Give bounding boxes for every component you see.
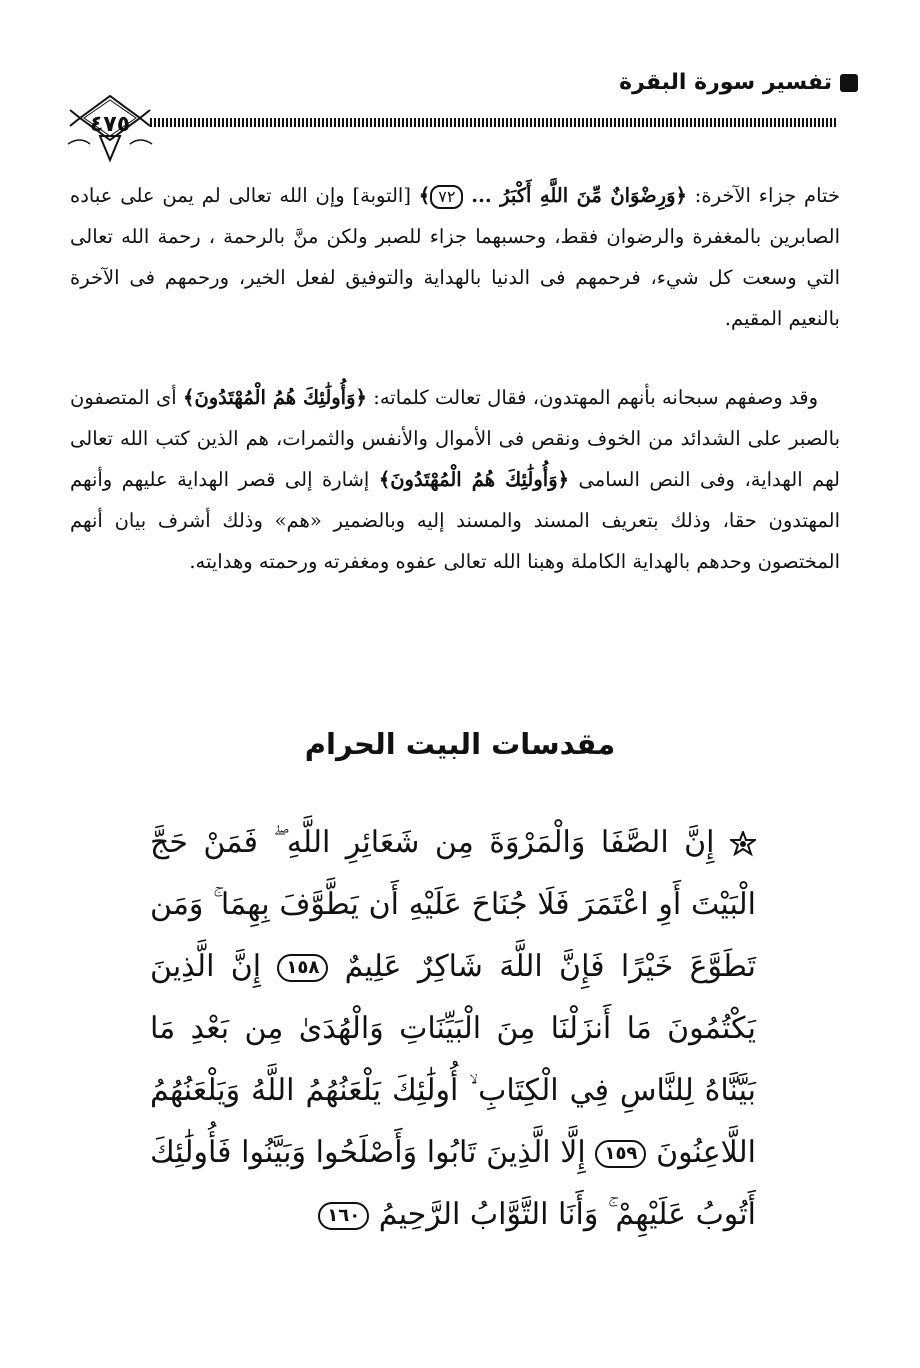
paragraph-2-text-b: أى المتصفون بالصبر على الشدائد من الخوف ونقص فى الأموال والأنفس والثمرات، هم الذين كتب الله تعالى لهم الهداية، وفى النص السامى bbox=[70, 386, 840, 491]
paragraph-2-text-a: وقد وصفهم سبحانه بأنهم المهتدون، فقال تعالت كلماته: bbox=[366, 386, 818, 409]
quran-quote: ﴿وَأُولَٰئِكَ هُمُ الْمُهْتَدُونَ﴾ bbox=[378, 468, 570, 491]
verse-158-text: إِنَّ الصَّفَا وَالْمَرْوَةَ مِن شَعَائِرِ اللَّهِ ۖ فَمَنْ حَجَّ الْبَيْتَ أَوِ اعْتَمَرَ فَلَا جُنَاحَ عَلَيْهِ أَن يَطَّوَّفَ بِهِمَا ۚ وَمَن تَطَوَّعَ خَيْرًا فَإِنَّ اللَّهَ شَاكِرٌ عَلِيمٌ bbox=[150, 825, 756, 984]
ayah-number-badge: ١٦٠ bbox=[318, 1202, 369, 1230]
paragraph-1-text-a: ختام جزاء الآخرة: bbox=[686, 184, 840, 207]
section-title: مقدسات البيت الحرام bbox=[304, 727, 616, 761]
header-rule bbox=[150, 118, 838, 127]
quran-quote: ﴿وَرِضْوَانٌ مِّنَ اللَّهِ أَكْبَرُ ... bbox=[471, 184, 687, 207]
running-header-title: تفسير سورة البقرة bbox=[619, 70, 832, 95]
paragraph-1-text-b: [التوبة] وإن الله تعالى لم يمن على عباده الصابرين بالمغفرة والرضوان فقط، وحسبهما جزاء للصبر ولكن منَّ بالرحمة ، رحمة الله تعالى التي وسعت كل شيء، فرحمهم فى الدنيا بالهداية والتوفيق لفعل الخير، ورحمهم فى الآخرة بالنعيم المقيم. bbox=[70, 184, 840, 330]
quran-quote: ﴿وَأُولَٰئِكَ هُمُ الْمُهْتَدُونَ﴾ bbox=[183, 386, 367, 409]
ayah-number-badge: ١٥٩ bbox=[595, 1140, 646, 1168]
ornament-star-icon bbox=[730, 831, 756, 857]
paragraph-1 bbox=[70, 175, 840, 339]
verse-160-text: إِلَّا الَّذِينَ تَابُوا وَأَصْلَحُوا وَبَيَّنُوا فَأُولَٰئِكَ أَتُوبُ عَلَيْهِمْ ۚ وَأَنَا التَّوَّابُ الرَّحِيمُ bbox=[150, 1135, 756, 1232]
page-number: ٤٧٥ bbox=[89, 112, 131, 137]
verse-159-text: إِنَّ الَّذِينَ يَكْتُمُونَ مَا أَنزَلْنَا مِنَ الْبَيِّنَاتِ وَالْهُدَىٰ مِن بَعْدِ مَا بَيَّنَّاهُ لِلنَّاسِ فِي الْكِتَابِ ۙ أُولَٰئِكَ يَلْعَنُهُمُ اللَّهُ وَيَلْعَنُهُمُ اللَّاعِنُونَ bbox=[150, 949, 756, 1170]
verse-number-badge: ٧٢ bbox=[430, 185, 463, 209]
ayah-number-badge: ١٥٨ bbox=[277, 954, 328, 982]
paragraph-2-text-c: إشارة إلى قصر الهداية عليهم وأنهم المهتدون حقا، وذلك بتعريف المسند والمسند إليه وبالضمير «هم» وذلك أشرف بيان أنهم المختصون وحدهم بالهداية الكاملة وهبنا الله تعالى عفوه ومغفرته ورحمته وهدايته. bbox=[70, 468, 840, 573]
quran-quote-close: ﴾ bbox=[418, 184, 431, 207]
quran-verses-block bbox=[150, 812, 756, 1246]
paragraph-2 bbox=[70, 377, 840, 582]
header-ornament-icon bbox=[840, 74, 858, 92]
